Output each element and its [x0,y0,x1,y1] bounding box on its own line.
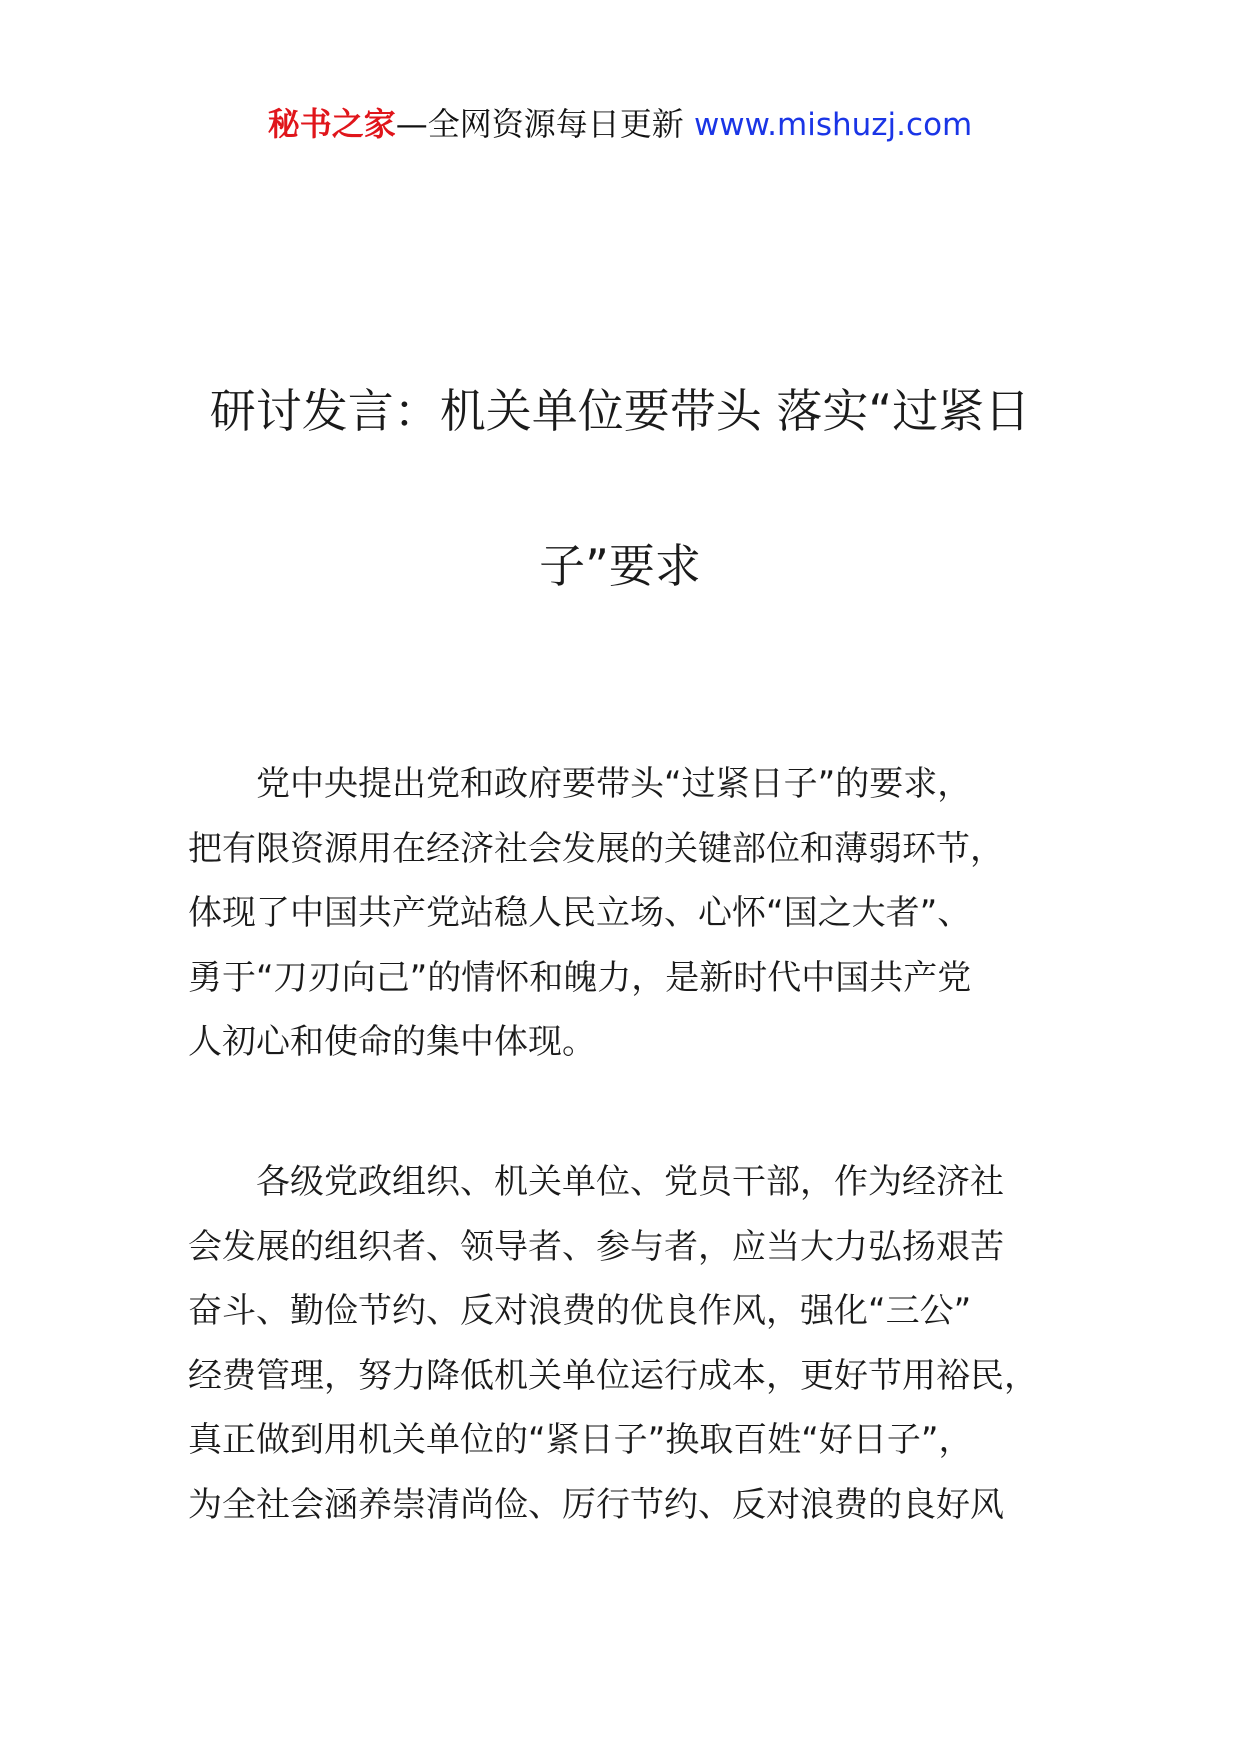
document-title-line-2: 子”要求 [539,539,701,593]
paragraph-line: 各级党政组织、机关单位、党员干部，作为经济社 [188,1162,1004,1202]
document-title-line-1: 研讨发言：机关单位要带头 落实“过紧日 [209,384,1031,438]
brand-name: 秘书之家 [267,105,396,143]
paragraph-line: 人初心和使命的集中体现。 [188,1022,596,1062]
paragraph-line: 会发展的组织者、领导者、参与者，应当大力弘扬艰苦 [188,1226,1004,1267]
paragraph-line: 真正做到用机关单位的“紧日子”换取百姓“好日子”， [188,1420,973,1460]
paragraph-2 [188,1150,1088,1537]
header-slogan: —全网资源每日更新 [395,105,694,143]
site-header [0,100,1240,149]
site-url-link[interactable]: www.mishuzj.com [693,107,973,143]
paragraph-line: 把有限资源用在经济社会发展的关键部位和薄弱环节， [188,828,1004,869]
paragraph-line: 勇于“刀刃向己”的情怀和魄力，是新时代中国共产党 [188,957,972,998]
paragraph-line: 经费管理，努力降低机关单位运行成本，更好节用裕民， [188,1355,1038,1396]
paragraph-line: 党中央提出党和政府要带头“过紧日子”的要求， [188,764,972,804]
paragraph-1 [188,752,1088,1075]
paragraph-line: 奋斗、勤俭节约、反对浪费的优良作风，强化“三公” [188,1291,972,1331]
paragraph-line: 体现了中国共产党站稳人民立场、心怀“国之大者”、 [188,893,972,933]
paragraph-line: 为全社会涵养崇清尚俭、厉行节约、反对浪费的良好风 [188,1484,1004,1525]
